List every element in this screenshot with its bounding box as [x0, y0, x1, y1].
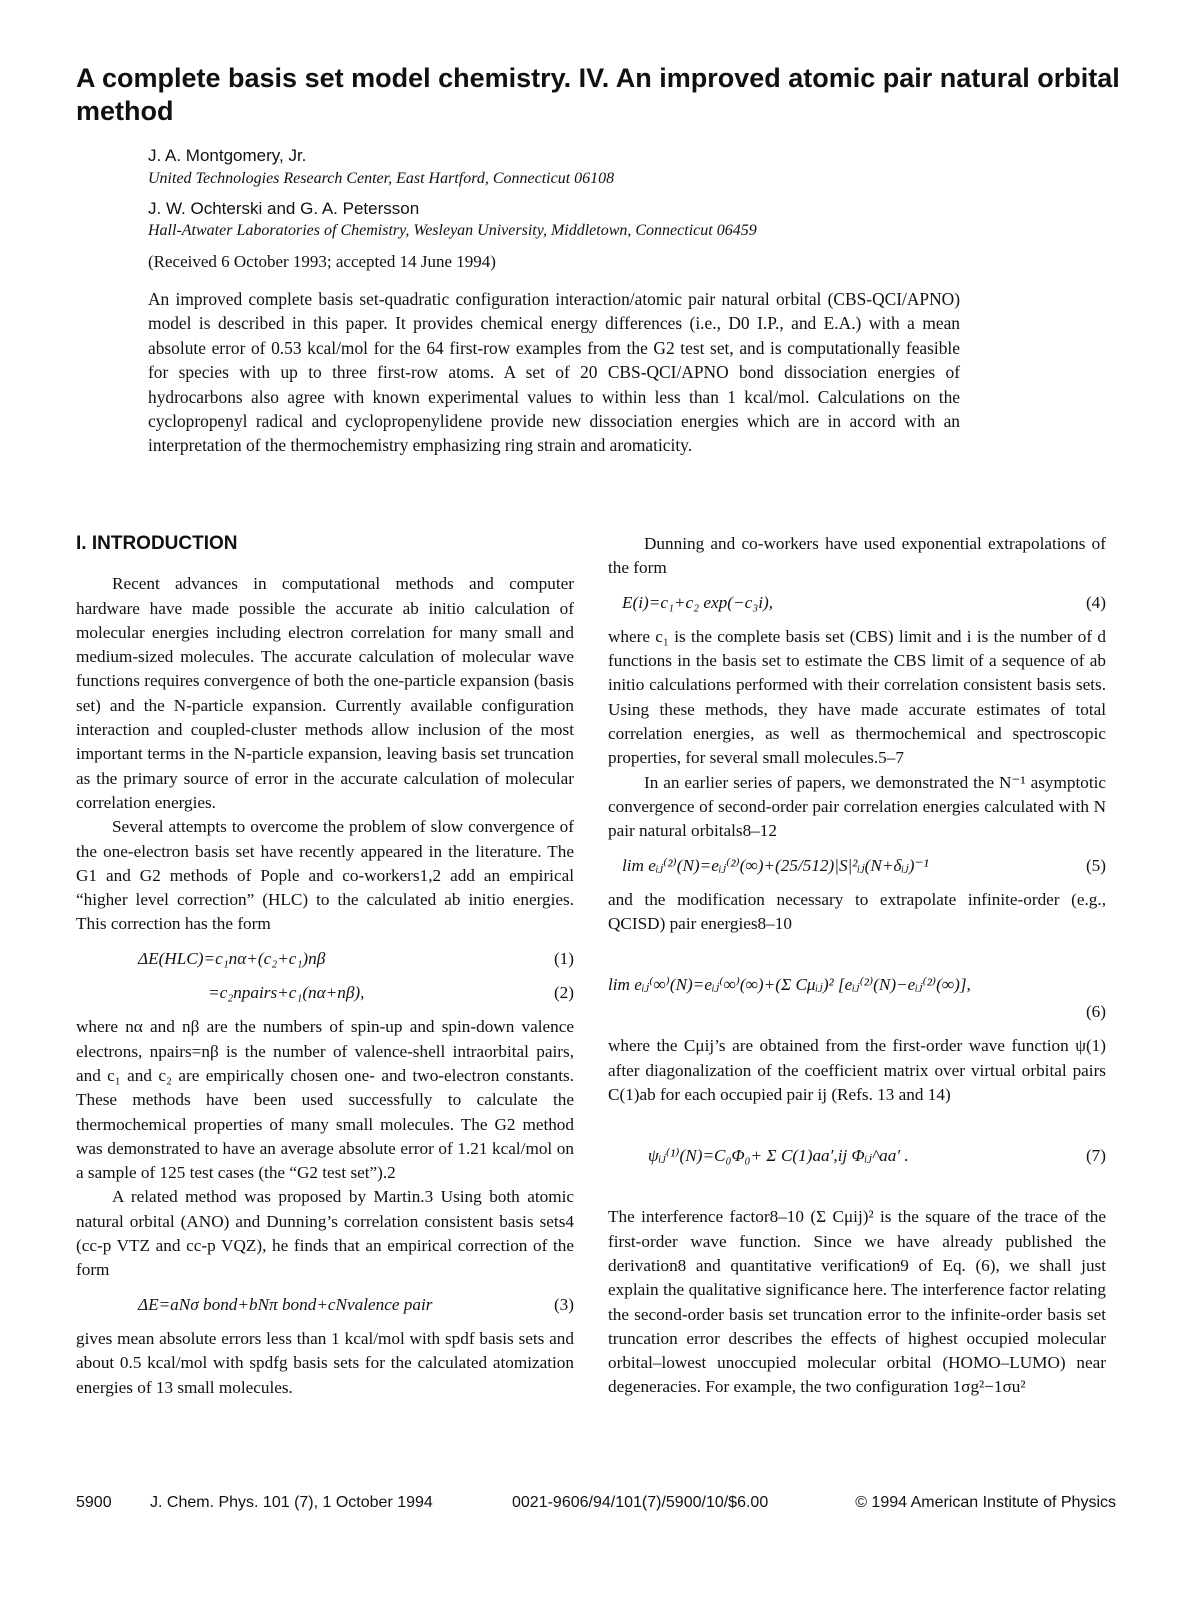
footer-journal: J. Chem. Phys. 101 (7), 1 October 1994	[150, 1494, 433, 1511]
equation-1-number: (1)	[553, 948, 574, 968]
footer-page-number: 5900	[76, 1494, 112, 1511]
footer-copyright: © 1994 American Institute of Physics	[855, 1494, 1116, 1511]
right-paragraph-3: In an earlier series of papers, we demonstrated the N⁻¹ asymptotic convergence of second-order pair correlation energies calculated with N pair natural orbitals8–12	[608, 772, 1106, 841]
right-paragraph-1: Dunning and co-workers have used exponential extrapolations of the form	[608, 534, 1106, 578]
footer-code: 0021-9606/94/101(7)/5900/10/$6.00	[512, 1494, 769, 1511]
equation-6-expression: lim eᵢⱼ⁽∞⁾(N)=eᵢⱼ⁽∞⁾(∞)+(Σ Cμᵢⱼ)² [eᵢⱼ⁽²⁾(N)−eᵢⱼ⁽²⁾(∞)],	[608, 975, 971, 995]
equation-3-number: (3)	[553, 1294, 574, 1314]
intro-paragraph-3: where nα and nβ are the numbers of spin-up and spin-down valence electrons, npairs=nβ is the number of valence-shell intraorbital pairs, and c₁ and c₂ are empirically chosen one- and two-electron constants. These methods have been used successfully to calculate the thermochemical properties of many small molecules. The G2 method was demonstrated to have an average absolute error of 1.21 kcal/mol on a sample of 125 test cases (the “G2 test set”).2	[76, 1017, 574, 1183]
section-heading: I. INTRODUCTION	[76, 533, 238, 554]
equation-2-number: (2)	[553, 983, 574, 1003]
right-column	[608, 532, 1106, 1400]
equation-5-expression: lim eᵢⱼ⁽²⁾(N)=eᵢⱼ⁽²⁾(∞)+(25/512)|S|²ᵢⱼ(N+δᵢⱼ)⁻¹	[622, 855, 929, 875]
left-column	[76, 532, 574, 1400]
equation-2	[76, 981, 574, 1005]
equation-3	[76, 1293, 574, 1317]
equation-7-expression: ψᵢⱼ⁽¹⁾(N)=C₀Φ₀+ Σ C(1)aa′,ij Φᵢⱼ^aa′ .	[648, 1146, 909, 1166]
received-dates: (Received 6 October 1993; accepted 14 June 1994)	[148, 252, 496, 271]
author-1: J. A. Montgomery, Jr.	[148, 146, 307, 165]
affiliation-2: Hall-Atwater Laboratories of Chemistry, Wesleyan University, Middletown, Connecticut 06459	[148, 222, 757, 239]
equation-4-expression: E(i)=c₁+c₂ exp(−c₃i),	[622, 592, 773, 612]
intro-paragraph-1: Recent advances in computational methods and computer hardware have made possible the accurate ab initio calculation of molecular energies including electron correlation for many small and medium-sized molecules. The accurate calculation of molecular wave functions requires convergence of both the one-particle expansion (basis set) and the N-particle expansion. Currently available configuration interaction and coupled-cluster methods allow inclusion of the most important terms in the N-particle expansion, leaving basis set truncation as the primary source of error in the accurate calculation of molecular correlation energies.	[76, 574, 574, 812]
affiliation-1: United Technologies Research Center, East Hartford, Connecticut 06108	[148, 170, 615, 187]
right-paragraph-2: where c₁ is the complete basis set (CBS) limit and i is the number of d functions in the basis set to estimate the CBS limit of a sequence of ab initio calculations performed with their correlation consistent basis sets. Using these methods, they have made accurate estimates of total correlation energies, as well as thermochemical and spectroscopic properties, for several small molecules.5–7	[608, 626, 1106, 768]
abstract: An improved complete basis set-quadratic configuration interaction/atomic pair natural orbital (CBS-QCI/APNO) model is described in this paper. It provides chemical energy differences (i.e., D0 I.P., and E.A.) with a mean absolute error of 0.53 kcal/mol for the 64 first-row examples from the G2 test set, and is computationally feasible for species with up to three first-row atoms. A set of 20 CBS-QCI/APNO bond dissociation energies of hydrocarbons also agree with known experimental values to within less than 1 kcal/mol. Calculations on the cyclopropenyl radical and cyclopropenylidene provide new dissociation energies which are in accord with an interpretation of the thermochemistry emphasizing ring strain and aromaticity.	[148, 289, 960, 456]
equation-6	[608, 946, 1106, 1024]
intro-paragraph-4: A related method was proposed by Martin.3 Using both atomic natural orbital (ANO) and Dunning’s correlation consistent basis sets4 (cc-p VTZ and cc-p VQZ), he finds that an empirical correction of the form	[76, 1187, 574, 1280]
equation-3-expression: ΔE=aNσ bond+bNπ bond+cNvalence pair	[138, 1294, 433, 1314]
author-2: J. W. Ochterski and G. A. Petersson	[148, 199, 420, 218]
equation-4	[608, 591, 1106, 615]
equation-6-number: (6)	[1085, 1002, 1106, 1022]
equation-4-number: (4)	[1085, 592, 1106, 612]
equation-2-expression: =c₂npairs+c₁(nα+nβ),	[208, 983, 365, 1003]
equation-5-number: (5)	[1085, 855, 1106, 875]
equation-5	[608, 854, 1106, 878]
equation-1	[76, 947, 574, 971]
right-paragraph-4: and the modification necessary to extrapolate infinite-order (e.g., QCISD) pair energies8–10	[608, 889, 1106, 934]
paper-title: A complete basis set model chemistry. IV. An improved atomic pair natural orbital method	[76, 63, 1120, 126]
right-paragraph-6: The interference factor8–10 (Σ Cμij)² is the square of the trace of the first-order wave function. Since we have already published the derivation8 and quantitative verification9 of Eq. (6), we shall just explain the qualitative significance here. The interference factor relating the second-order basis set truncation error to the infinite-order basis set truncation error describes the effects of highest occupied molecular orbital–lowest unoccupied molecular orbital (HOMO–LUMO) near degeneracies. For example, the two configuration 1σg²−1σu²	[608, 1207, 1106, 1397]
equation-7	[608, 1117, 1106, 1195]
intro-paragraph-5: gives mean absolute errors less than 1 kcal/mol with spdf basis sets and about 0.5 kcal/mol with spdfg basis sets for the calculated atomization energies of 13 small molecules.	[76, 1328, 574, 1397]
right-paragraph-5: where the Cμij’s are obtained from the first-order wave function ψ(1) after diagonalization of the coefficient matrix over virtual orbital pairs C(1)ab for each occupied pair ij (Refs. 13 and 14)	[608, 1036, 1106, 1105]
intro-paragraph-2: Several attempts to overcome the problem of slow convergence of the one-electron basis set have recently appeared in the literature. The G1 and G2 methods of Pople and co-workers1,2 add an empirical “higher level correction” (HLC) to the calculated ab initio energies. This correction has the form	[76, 817, 574, 934]
equation-7-number: (7)	[1085, 1146, 1106, 1166]
equation-1-expression: ΔE(HLC)=c₁nα+(c₂+c₁)nβ	[138, 948, 326, 968]
